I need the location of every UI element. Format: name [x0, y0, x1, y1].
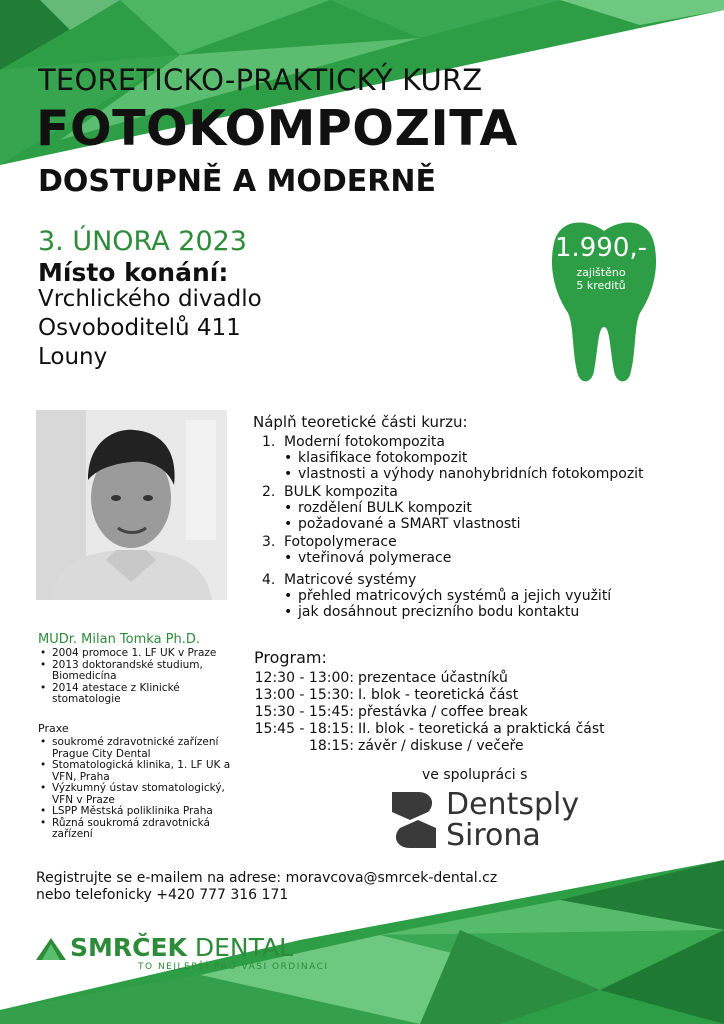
content-subitem: • požadované a SMART vlastnosti [262, 516, 644, 532]
lecturer-photo [36, 410, 227, 600]
content-item: 4. Matricové systémy [262, 572, 417, 588]
bio-item: • 2014 atestace z Klinické stomatologie [38, 683, 238, 706]
praxe-item: • Stomatologická klinika, 1. LF UK a VFN, Praha [38, 760, 238, 783]
brand-name: SMRČEK DENTAL [70, 933, 293, 962]
price-amount: 1.990,- [554, 233, 648, 263]
content-item: 1. Moderní fotokompozita [262, 434, 445, 450]
bio-item: • 2004 promoce 1. LF UK v Praze [38, 648, 238, 660]
price-note-1: zajištěno [576, 266, 626, 279]
course-subtitle: DOSTUPNĚ A MODERNĚ [38, 164, 436, 199]
content-subitem: • vteřinová polymerace [262, 550, 644, 566]
lecturer-bio [38, 648, 238, 706]
program-heading: Program: [254, 648, 327, 667]
content-item: 3. Fotopolymerace [262, 534, 397, 550]
price-note-2: 5 kreditů [576, 279, 626, 292]
content-subitem: • rozdělení BULK kompozit [262, 500, 644, 516]
event-date: 3. ÚNORA 2023 [38, 226, 247, 257]
lecturer-name: MUDr. Milan Tomka Ph.D. [38, 632, 201, 647]
registration-line-2: nebo telefonicky +420 777 316 171 [36, 887, 289, 903]
course-title: FOTOKOMPOZITA [36, 100, 518, 157]
praxe-title: Praxe [38, 722, 69, 735]
brand-tagline: TO NEJLEPŠÍ PRO VAŠI ORDINACI [138, 962, 329, 972]
content-subitem: • jak dosáhnout precizního bodu kontaktu [262, 604, 644, 620]
venue-line-1: Vrchlického divadlo [38, 286, 262, 312]
content-item-title: Matricové systémy [284, 572, 417, 588]
course-type-label: TEORETICKO-PRAKTICKÝ KURZ [38, 63, 483, 97]
content-subitem: • klasifikace fotokompozit [262, 450, 644, 466]
praxe-item: • LSPP Městská poliklinika Praha [38, 806, 238, 818]
praxe-item: • Výzkumný ústav stomatologický, VFN v Praze [38, 783, 238, 806]
content-heading: Náplň teoretické části kurzu: [253, 413, 468, 431]
dentsply-logo-icon [388, 790, 440, 850]
praxe-list [38, 737, 238, 841]
content-item: 2. BULK kompozita [262, 484, 398, 500]
registration-line-1: Registrujte se e-mailem na adrese: moravcova@smrcek-dental.cz [36, 870, 498, 886]
content-subitem: • vlastnosti a výhody nanohybridních fotokompozit [262, 466, 644, 482]
praxe-item: • Různá soukromá zdravotnická zařízení [38, 818, 238, 841]
smrcek-logo-icon [36, 938, 66, 960]
partner-name-line-1: Dentsply [446, 787, 580, 822]
venue-label: Místo konání: [38, 258, 229, 287]
venue-line-2: Osvoboditelů 411 [38, 315, 241, 341]
partner-name-line-2: Sirona [446, 818, 541, 853]
content-subitem: • přehled matricových systémů a jejich využití [262, 588, 644, 604]
content-item-title: Moderní fotokompozita [284, 434, 445, 450]
content-item-title: Fotopolymerace [284, 534, 397, 550]
content-list [262, 434, 644, 620]
partner-intro: ve spolupráci s [422, 767, 528, 783]
registration-info [36, 870, 497, 904]
bio-item: • 2013 doktorandské studium, Biomedicína [38, 660, 238, 683]
venue-line-3: Louny [38, 344, 108, 370]
praxe-item: • soukromé zdravotnické zařízení Prague City Dental [38, 737, 238, 760]
content-item-title: BULK kompozita [284, 484, 398, 500]
